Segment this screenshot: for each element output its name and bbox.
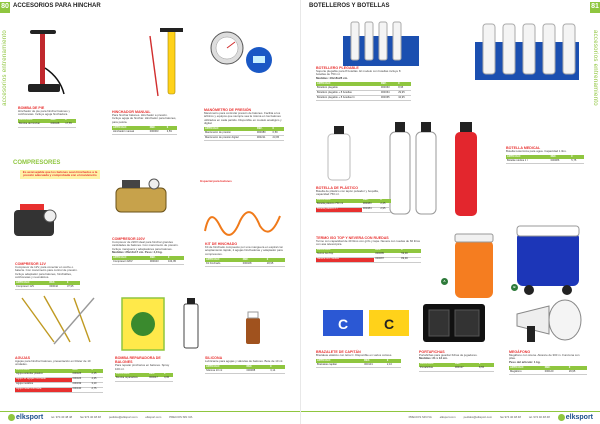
product-botellero: BOTELLERO PLEGABLE Soporte plegable para 8 botellas. El modelo con botellas incluye 8 botellas de 750 ml. Medidas: 40x18x28 cm. ARTÍCULO REF. € Botellero plegable 000063 8,95 Botellero plegable + 8 botellas 000064 29,95 Botellero plegable + 8 botellas lit 000065 34,95 [316, 66, 411, 101]
info-banner: Es aconsejable que los balones sean hinchados a la presión adecuada y comprobada con el manómetro [20, 170, 100, 179]
color-dot: A [441, 278, 448, 285]
footer-email[interactable]: pedidos@elksport.com [463, 415, 493, 420]
table-row: Brazalete capitán 000131 2,10 [316, 363, 401, 367]
section-title: BOTELLEROS Y BOTELLAS [309, 3, 390, 9]
botella-tapon-image [316, 124, 364, 184]
spec-table: ARTÍCULO REF. € Botella médica 1 l 000086 5,75 [506, 155, 584, 164]
product-hinchador-manual: HINCHADOR MANUAL Para hinchar balones. Hinchador a presión. Incluye aguja de hinchar. Hinchador para balones, para pelota. ARTÍCULO REF. € Hinchador manual 000063 3,59 [112, 110, 177, 135]
brand-logo: elksport [8, 414, 43, 422]
svg-text:C: C [337, 316, 349, 332]
compresor-12v-image [10, 196, 70, 246]
table-row: Termo Iso Top 000085 59,90 [316, 253, 421, 257]
spec-table: ARTÍCULO REF. € Brazalete capitán 000131 2,10 [316, 359, 401, 368]
table-row: Hinchador manual 000063 3,59 [112, 130, 177, 134]
manometro-image [205, 26, 275, 96]
table-row: Aguja metálica 000039 3,10 [15, 382, 103, 387]
table-row: Silicona 10 ml 000088 3,14 [205, 369, 285, 373]
botella-plastico-image [386, 120, 446, 220]
table-row: Botellero plegable 000063 8,95 [316, 86, 411, 90]
footer [301, 411, 600, 424]
spec-table: ARTÍCULO REF. € Compresor 12V 000042 37,95 [15, 281, 80, 290]
spec-table: ARTÍCULO REF. € Aguja estándar plástico 000025 2,15 Aguja 10 agujas hinchado 000026 4,35 Aguja metálica 000039 3,10 Aguja metal reforzada 000040 2,75 [15, 369, 103, 393]
footer-phone: tel. 974 40 48 48 [51, 415, 73, 420]
table-row: Botella médica 1 l 000086 5,75 [506, 159, 584, 163]
spec-table: ARTÍCULO REF. € Megáfono 000120 29,95 [509, 366, 587, 375]
portafichas-image [419, 300, 489, 346]
compresor-220v-image [110, 170, 180, 228]
table-row: Botellero plegable + 8 botellas lit 000065 34,95 [316, 96, 411, 101]
product-compresor-220v: COMPRESOR 220V Compresor de 220V ideal para hinchar grandes cantidades de balones. Con manómetro de presión. Incluye manguera y adaptadores para balones. Medidas: 26x14x17 cm. Peso: 4,0 kg. ARTÍCULO REF. € Compresor 220V 000043 104,95 [112, 237, 184, 265]
product-desc: Hinchador de pie para hinchar balones y colchonetas. Incluye aguja hinchadora. [18, 109, 70, 117]
svg-text:C: C [383, 316, 395, 332]
special-badge: Especial para balones [200, 179, 232, 183]
table-row: Kit hinchado 000028 18,95 [205, 262, 285, 266]
page-number: 80 [0, 2, 10, 13]
spec-table: ARTÍCULO REF. € Bomba de hinchar 000028 17,55 [18, 119, 76, 128]
hinchador-manual-image [140, 26, 200, 106]
table-row: Aguja estándar plástico 000025 2,15 [15, 373, 103, 377]
product-bomba-pie [18, 106, 76, 128]
footer-email[interactable]: pedidos@elksport.com [108, 415, 138, 420]
nevera-image [509, 218, 587, 298]
spec-table: ARTÍCULO REF. € Portafichas 000137 8,55 [419, 363, 494, 372]
table-row: Compresor 220V 000043 104,95 [112, 260, 184, 264]
spec-table: ARTÍCULO REF. € Kit hinchado 000028 18,95 [205, 258, 285, 267]
product-silicona: SILICONA Lubricante para agujas y válvulas de balones. Bote de 10 ml. ARTÍCULO REF. € Silicona 10 ml 000088 3,14 [205, 356, 285, 374]
termo-image [449, 228, 499, 304]
side-label: accesorios entrenamiento [592, 30, 598, 106]
table-row: Manómetro de presión 000080 6,59 [204, 131, 284, 135]
product-compresor-12v: COMPRESOR 12V Compresor de 12V, para conectar en coche o batería. Con manómetro para control de presión. Incluye adaptador para balones, hinchables, colchonetas y neumáticos. ARTÍCULO REF. € Compresor 12V 000042 37,95 [15, 262, 80, 290]
megafono-image [509, 292, 589, 346]
table-row: Bomba reparadora 000047 9,95 [115, 377, 173, 381]
brand-logo: elksport [558, 414, 593, 422]
section-title: ACCESORIOS PARA HINCHAR [13, 3, 101, 9]
footer-web[interactable]: elksport.com [145, 415, 162, 420]
table-row: Megáfono 000120 29,95 [509, 370, 587, 374]
bomba-pie-image [20, 28, 70, 100]
product-brazalete: BRAZALETE DE CAPITÁN Brazalete elástico con letra C. Disponible en varios colores. ARTÍCULO REF. € Brazalete capitán 000131 2,10 [316, 350, 401, 368]
side-label: accesorios entrenamiento [2, 30, 8, 106]
spec-table: ARTÍCULO REF. € Compresor 220V 000043 104,95 [112, 256, 184, 265]
spec-table: ARTÍCULO REF. € Silicona 10 ml 000088 3,14 [205, 365, 285, 374]
table-row: Portafichas 000137 8,55 [419, 367, 494, 371]
footer [0, 411, 300, 424]
footer-note: PRECIOS SIN IVA [169, 415, 193, 420]
brazalete-image [321, 304, 411, 344]
product-botella-medical: BOTELLA MEDICAL Botella isotérmica para agua. Capacidad 1 litro. ARTÍCULO REF. € Botella médica 1 l 000086 5,75 [506, 146, 584, 164]
table-row: Aguja 10 agujas hinchado 000026 4,35 [15, 377, 103, 382]
agujas-image [14, 290, 106, 350]
product-botella-plastico: BOTELLA DE PLÁSTICO Botella de plástico con tapón pulsador y boquilla, capacidad 750 ml. ARTÍCULO REF. € Botella plástico 750 ml 000083 2,45 Botella plástico 1 l 000084 2,95 [316, 186, 391, 213]
table-row: Aguja metal reforzada 000040 2,75 [15, 387, 103, 392]
spec-table: ARTÍCULO REF. € Botellero plegable 000063 8,95 Botellero plegable + 8 botellas 000064 29,95 Botellero plegable + 8 botellas lit 000065 34,95 [316, 82, 411, 101]
table-row: Bomba de hinchar 000028 17,55 [18, 123, 76, 127]
product-kit-hinchado: KIT DE HINCHADO Kit de hinchado compuesto por una manguera en espiral con acoplamiento rápido, 2 agujas hinchadoras y adaptador para compresores. ARTÍCULO REF. € Kit hinchado 000028 18,95 [205, 242, 285, 267]
table-row: Manómetro de presión digital 000211 23,95 [204, 136, 284, 141]
botella-medical-image [453, 120, 479, 220]
spec-table: ARTÍCULO REF. € Botella plástico 750 ml 000083 2,45 Botella plástico 1 l 000084 2,95 [316, 199, 391, 213]
table-row: Nevera con ruedas 000087 89,90 [316, 257, 421, 262]
botellero-grande-image [473, 14, 583, 84]
footer-fax: fax 974 40 48 48 [500, 415, 521, 420]
table-row: Botellero plegable + 8 botellas 000064 29,95 [316, 91, 411, 96]
botellero-image [341, 14, 421, 69]
color-dot: B [511, 284, 518, 291]
spec-table: ARTÍCULO REF. € Termo Iso Top 000085 59,90 Nevera con ruedas 000087 89,90 [316, 249, 421, 263]
right-page [300, 0, 600, 424]
bomba-reparadora-image [118, 294, 168, 354]
product-termo: TERMO ISO TOP Y NEVERA CON RUEDAS Termo con capacidad de 40 litros con grifo y tapa. Nevera con ruedas de 60 litros con asa telescópica. ARTÍCULO REF. € Termo Iso Top 000085 59,90 Nevera con ruedas 000087 89,90 [316, 236, 421, 263]
product-title: BOMBA DE PIE [18, 106, 45, 110]
product-bomba-reparadora: BOMBA REPARADORA DE BALONES Para reparar pinchazos en balones. Spray 100 ml. ARTÍCULO REF. € Bomba reparadora 000047 9,95 [115, 356, 173, 382]
silicona-image [238, 308, 268, 348]
spec-table: ARTÍCULO REF. € Manómetro de presión 000080 6,59 Manómetro de presión digital 000211 23,95 [204, 127, 284, 141]
compresores-title: COMPRESORES [13, 160, 61, 166]
footer-web[interactable]: elksport.com [439, 415, 456, 420]
product-megafono: MEGÁFONO Megáfono con sirena. Alcance de 300 m. Funciona con pilas. Peso del artículo: 1 kg. ARTÍCULO REF. € Megáfono 000120 29,95 [509, 350, 587, 375]
product-agujas: AGUJAS Agujas para hinchar balones, presentación en blíster de 10 unidades. ARTÍCULO REF. € Aguja estándar plástico 000025 2,15 Aguja 10 agujas hinchado 000026 4,35 Aguja metálica 000039 3,10 Aguja metal reforzada 000040 2,75 [15, 356, 103, 393]
table-row: Botella plástico 1 l 000084 2,95 [316, 207, 391, 212]
table-row: Botella plástico 750 ml 000083 2,45 [316, 203, 391, 207]
spec-table: ARTÍCULO REF. € Hinchador manual 000063 3,59 [112, 126, 177, 135]
product-manometro: MANÓMETRO DE PRESIÓN Manómetro para controlar presión de balones. Facilita a los árbitros y equipos que siempre sea la misma en los balones utilizados en cada partido. Disponible en modelo analógico y digital. ARTÍCULO REF. € Manómetro de presión 000080 6,59 Manómetro de presión digital 000211 23,95 [204, 108, 284, 141]
spray-image [180, 296, 202, 350]
kit-hinchado-image [200, 196, 285, 241]
spec-table: ARTÍCULO REF. € Bomba reparadora 000047 9,95 [115, 373, 173, 382]
footer-note: PRECIOS SIN IVA [408, 415, 432, 420]
product-portafichas: PORTAFICHAS Portafichas para guardar fichas de jugadores. Medidas: 21 x 13 cm. ARTÍCULO REF. € Portafichas 000137 8,55 [419, 350, 494, 372]
footer-phone: tel. 974 40 48 48 [528, 415, 550, 420]
table-row: Compresor 12V 000042 37,95 [15, 285, 80, 289]
page-number: 81 [590, 2, 600, 13]
footer-fax: fax 974 40 48 48 [80, 415, 101, 420]
